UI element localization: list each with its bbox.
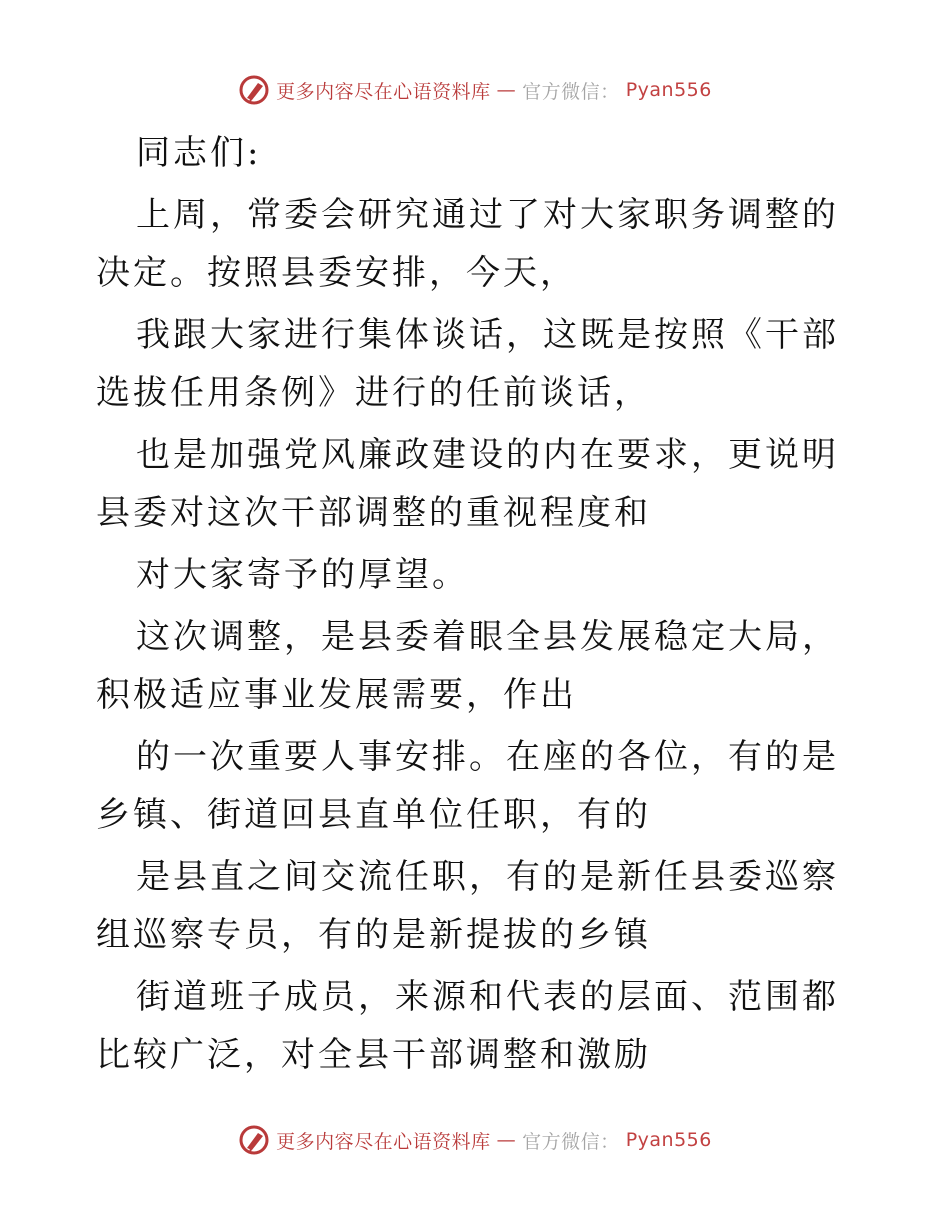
paragraph: 这次调整，是县委着眼全县发展稳定大局，积极适应事业发展需要，作出 — [96, 617, 839, 715]
paragraph: 我跟大家进行集体谈话，这既是按照《干部选拔任用条例》进行的任前谈话， — [96, 315, 839, 413]
paragraph: 的一次重要人事安排。在座的各位，有的是乡镇、街道回县直单位任职，有的 — [96, 737, 839, 835]
paragraph: 上周，常委会研究通过了对大家职务调整的决定。按照县委安排，今天， — [96, 195, 839, 293]
watermark-site-text: 更多内容尽在心语资料库 — [276, 1130, 491, 1153]
document-body — [96, 124, 856, 1088]
watermark-dash: — — [496, 1129, 517, 1151]
watermark-official-label: 官方微信： — [522, 1130, 620, 1153]
watermark-account: Pyan556 — [625, 1129, 712, 1151]
paragraph: 对大家寄予的厚望。 — [136, 555, 469, 595]
watermark-site-text: 更多内容尽在心语资料库 — [276, 80, 491, 103]
watermark-official-label: 官方微信： — [522, 80, 620, 103]
paragraph: 也是加强党风廉政建设的内在要求，更说明县委对这次干部调整的重视程度和 — [96, 435, 839, 533]
pen-nib-logo-icon — [238, 74, 270, 106]
watermark-account: Pyan556 — [625, 79, 712, 101]
paragraph: 街道班子成员，来源和代表的层面、范围都比较广泛，对全县干部调整和激励 — [96, 977, 839, 1075]
footer-watermark — [0, 1120, 950, 1160]
header-watermark — [0, 70, 950, 110]
paragraph-salutation: 同志们: — [136, 133, 262, 173]
watermark-dash: — — [496, 79, 517, 101]
pen-nib-logo-icon — [238, 1124, 270, 1156]
paragraph: 是县直之间交流任职，有的是新任县委巡察组巡察专员，有的是新提拔的乡镇 — [96, 857, 839, 955]
